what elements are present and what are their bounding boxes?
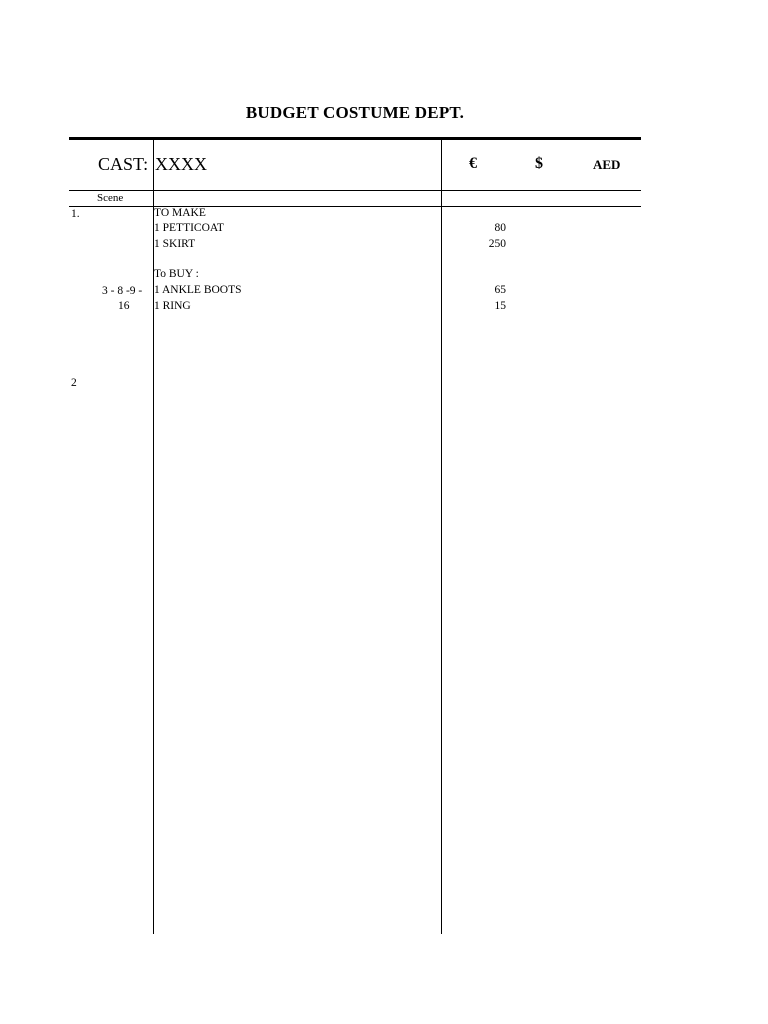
currency-euro-header: € <box>469 155 477 172</box>
item-eur-value: 250 <box>488 238 506 250</box>
page-title: BUDGET COSTUME DEPT. <box>245 103 465 122</box>
item-label: 1 SKIRT <box>154 238 196 250</box>
cast-value: XXXX <box>155 154 207 174</box>
item-column-divider <box>441 139 442 934</box>
scene-column-divider <box>153 139 154 934</box>
make-heading: TO MAKE <box>154 207 206 219</box>
header-top-rule <box>69 137 641 140</box>
item-eur-value: 15 <box>494 300 506 312</box>
section-number: 1. <box>71 208 80 220</box>
section-number: 2 <box>71 377 77 389</box>
header-bottom-rule <box>69 190 641 191</box>
item-label: 1 ANKLE BOOTS <box>154 284 242 296</box>
scene-numbers: 3 - 8 -9 - <box>102 285 143 297</box>
scene-numbers-continued: 16 <box>118 300 130 312</box>
item-eur-value: 65 <box>494 284 506 296</box>
cast-label: CAST: <box>98 154 149 174</box>
scene-column-header: Scene <box>97 192 124 204</box>
item-label: 1 PETTICOAT <box>154 222 224 234</box>
buy-heading: To BUY : <box>154 268 199 280</box>
item-eur-value: 80 <box>494 222 506 234</box>
currency-dollar-header: $ <box>535 155 543 172</box>
currency-aed-header: AED <box>593 157 621 172</box>
item-label: 1 RING <box>154 300 191 312</box>
